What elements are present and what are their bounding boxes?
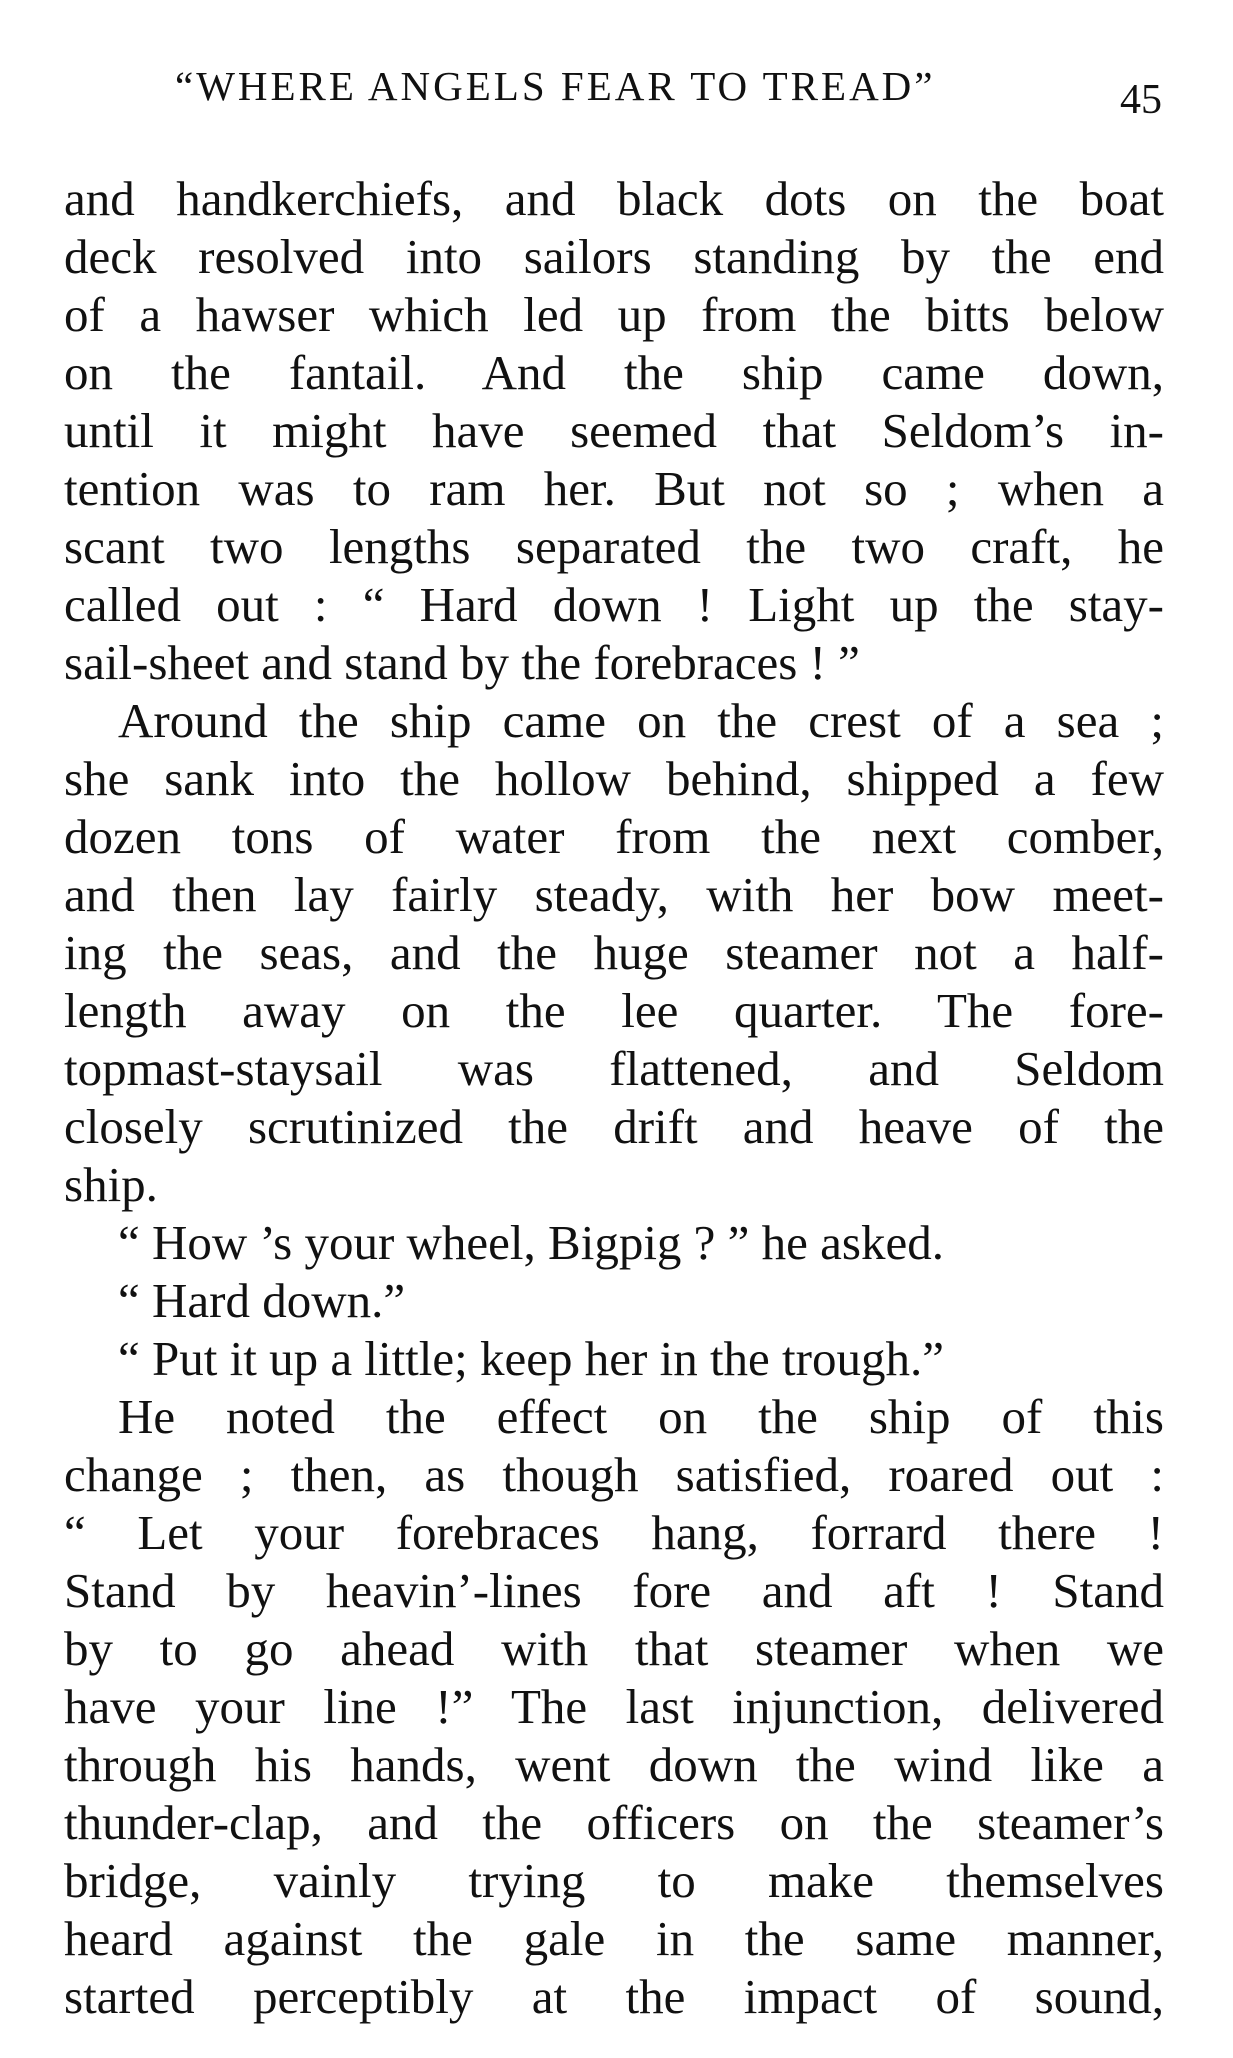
page-number: 45 [1120, 77, 1162, 123]
text-line: deck resolved into sailors standing by the end [64, 229, 1164, 284]
text-line: thunder-clap, and the officers on the steamer’s [64, 1795, 1164, 1850]
text-line: and then lay fairly steady, with her bow meet- [64, 867, 1164, 922]
body-text [64, 170, 1164, 2026]
text-line: “ Put it up a little; keep her in the trough.” [118, 1331, 944, 1386]
text-line: and handkerchiefs, and black dots on the boat [64, 171, 1164, 226]
text-line: change ; then, as though satisfied, roared out : [64, 1447, 1164, 1502]
text-line: on the fantail. And the ship came down, [64, 345, 1164, 400]
text-line: Stand by heavin’-lines fore and aft ! Stand [64, 1563, 1164, 1618]
text-line: length away on the lee quarter. The fore- [64, 983, 1164, 1038]
text-line: until it might have seemed that Seldom’s in- [64, 403, 1164, 458]
text-line: have your line !” The last injunction, delivered [64, 1679, 1164, 1734]
text-line: sail-sheet and stand by the forebraces ! ” [64, 635, 860, 690]
text-line: “ Let your forebraces hang, forrard there ! [64, 1505, 1164, 1560]
text-line: He noted the effect on the ship of this [118, 1389, 1164, 1444]
text-line: through his hands, went down the wind like a [64, 1737, 1164, 1792]
text-line: closely scrutinized the drift and heave of the [64, 1099, 1164, 1154]
text-line: ing the seas, and the huge steamer not a half- [64, 925, 1164, 980]
text-line: “ Hard down.” [118, 1273, 406, 1328]
text-line: started perceptibly at the impact of sound, [64, 1969, 1164, 2024]
text-line: ship. [64, 1157, 158, 1212]
text-line: tention was to ram her. But not so ; when a [64, 461, 1164, 516]
text-line: of a hawser which led up from the bitts below [64, 287, 1164, 342]
text-line: Around the ship came on the crest of a sea ; [118, 693, 1164, 748]
text-line: called out : “ Hard down ! Light up the stay- [64, 577, 1164, 632]
text-line: she sank into the hollow behind, shipped a few [64, 751, 1164, 806]
text-line: “ How ’s your wheel, Bigpig ? ” he asked. [118, 1215, 944, 1270]
text-line: by to go ahead with that steamer when we [64, 1621, 1164, 1676]
running-header-title: “WHERE ANGELS FEAR TO TREAD” [175, 63, 936, 109]
text-line: dozen tons of water from the next comber, [64, 809, 1164, 864]
text-line: heard against the gale in the same manner, [64, 1911, 1164, 1966]
text-line: bridge, vainly trying to make themselves [64, 1853, 1164, 1908]
text-line: topmast-staysail was flattened, and Seldom [64, 1041, 1164, 1096]
text-line: scant two lengths separated the two craft, he [64, 519, 1164, 574]
